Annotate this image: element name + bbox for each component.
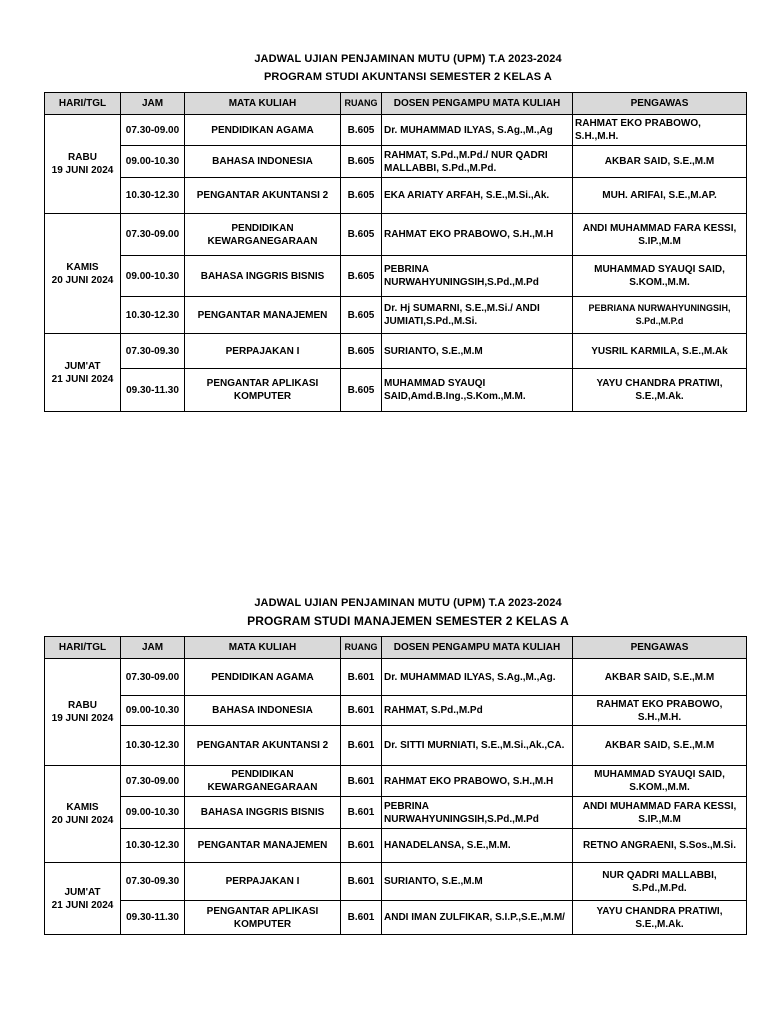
pengawas-cell: AKBAR SAID, S.E.,M.M bbox=[573, 726, 747, 766]
pengawas-cell: MUHAMMAD SYAUQI SAID, S.KOM.,M.M. bbox=[573, 766, 747, 797]
mata-kuliah-cell: PENGANTAR MANAJEMEN bbox=[185, 297, 341, 334]
dosen-cell: SURIANTO, S.E.,M.M bbox=[382, 863, 573, 901]
pengawas-cell: AKBAR SAID, S.E.,M.M bbox=[573, 659, 747, 696]
pengawas-cell: PEBRIANA NURWAHYUNINGSIH, S.Pd.,M.P.d bbox=[573, 297, 747, 334]
jam-cell: 10.30-12.30 bbox=[121, 726, 185, 766]
mata-kuliah-cell: BAHASA INGGRIS BISNIS bbox=[185, 797, 341, 829]
pengawas-cell: YAYU CHANDRA PRATIWI, S.E.,M.Ak. bbox=[573, 901, 747, 935]
table-row bbox=[45, 696, 747, 726]
table-row bbox=[45, 766, 747, 797]
title-line-2: PROGRAM STUDI AKUNTANSI SEMESTER 2 KELAS A bbox=[264, 71, 552, 83]
day-date: 19 JUNI 2024 bbox=[51, 165, 114, 176]
mata-kuliah-cell: PENGANTAR APLIKASI KOMPUTER bbox=[185, 369, 341, 412]
jam-cell: 10.30-12.30 bbox=[121, 178, 185, 214]
day-name: JUM'AT bbox=[64, 886, 101, 898]
schedule-title bbox=[70, 50, 746, 86]
pengawas-cell: ANDI MUHAMMAD FARA KESSI, S.IP.,M.M bbox=[573, 797, 747, 829]
schedule-table bbox=[44, 92, 747, 412]
ruang-cell: B.605 bbox=[341, 334, 382, 369]
jam-cell: 09.00-10.30 bbox=[121, 696, 185, 726]
mata-kuliah-cell: BAHASA INDONESIA bbox=[185, 696, 341, 726]
dosen-cell: EKA ARIATY ARFAH, S.E.,M.Si.,Ak. bbox=[382, 178, 573, 214]
schedule-akuntansi bbox=[44, 50, 746, 412]
day-name: KAMIS bbox=[66, 261, 99, 273]
day-cell bbox=[45, 659, 121, 766]
jam-cell: 10.30-12.30 bbox=[121, 829, 185, 863]
header-pengawas: PENGAWAS bbox=[573, 93, 747, 115]
table-row bbox=[45, 256, 747, 297]
mata-kuliah-cell: PENDIDIKAN AGAMA bbox=[185, 115, 341, 146]
day-name: RABU bbox=[68, 152, 97, 163]
ruang-cell: B.601 bbox=[341, 901, 382, 935]
ruang-cell: B.605 bbox=[341, 256, 382, 297]
pengawas-cell: ANDI MUHAMMAD FARA KESSI, S.IP.,M.M bbox=[573, 214, 747, 256]
day-cell bbox=[45, 334, 121, 412]
mata-kuliah-cell: BAHASA INDONESIA bbox=[185, 146, 341, 178]
table-row bbox=[45, 178, 747, 214]
day-date: 20 JUNI 2024 bbox=[51, 815, 114, 826]
mata-kuliah-cell: PERPAJAKAN I bbox=[185, 334, 341, 369]
dosen-cell: RAHMAT, S.Pd.,M.Pd./ NUR QADRI MALLABBI, S.Pd.,M.Pd. bbox=[382, 146, 573, 178]
mata-kuliah-cell: PENGANTAR APLIKASI KOMPUTER bbox=[185, 901, 341, 935]
day-name: RABU bbox=[68, 700, 97, 711]
header-jam: JAM bbox=[121, 637, 185, 659]
header-mata-kuliah: MATA KULIAH bbox=[185, 637, 341, 659]
mata-kuliah-cell: PERPAJAKAN I bbox=[185, 863, 341, 901]
ruang-cell: B.601 bbox=[341, 797, 382, 829]
table-header-row bbox=[45, 93, 747, 115]
jam-cell: 09.30-11.30 bbox=[121, 369, 185, 412]
pengawas-cell: MUHAMMAD SYAUQI SAID, S.KOM.,M.M. bbox=[573, 256, 747, 297]
header-jam: JAM bbox=[121, 93, 185, 115]
day-date: 20 JUNI 2024 bbox=[51, 274, 114, 286]
dosen-cell: HANADELANSA, S.E.,M.M. bbox=[382, 829, 573, 863]
mata-kuliah-cell: PENDIDIKAN AGAMA bbox=[185, 659, 341, 696]
day-date: 21 JUNI 2024 bbox=[51, 899, 114, 911]
dosen-cell: Dr. SITTI MURNIATI, S.E.,M.Si.,Ak.,CA. bbox=[382, 726, 573, 766]
ruang-cell: B.601 bbox=[341, 659, 382, 696]
day-cell bbox=[45, 863, 121, 935]
table-row bbox=[45, 334, 747, 369]
schedule-manajemen bbox=[44, 594, 746, 935]
ruang-cell: B.601 bbox=[341, 696, 382, 726]
pengawas-cell: AKBAR SAID, S.E.,M.M bbox=[573, 146, 747, 178]
ruang-cell: B.605 bbox=[341, 178, 382, 214]
dosen-cell: SURIANTO, S.E.,M.M bbox=[382, 334, 573, 369]
title-line-1: JADWAL UJIAN PENJAMINAN MUTU (UPM) T.A 2023-2024 bbox=[254, 53, 562, 65]
mata-kuliah-cell: BAHASA INGGRIS BISNIS bbox=[185, 256, 341, 297]
ruang-cell: B.605 bbox=[341, 369, 382, 412]
header-pengawas: PENGAWAS bbox=[573, 637, 747, 659]
ruang-cell: B.605 bbox=[341, 214, 382, 256]
pengawas-cell: NUR QADRI MALLABBI, S.Pd.,M.Pd. bbox=[573, 863, 747, 901]
jam-cell: 07.30-09.00 bbox=[121, 115, 185, 146]
pengawas-cell: RAHMAT EKO PRABOWO, S.H.,M.H. bbox=[573, 115, 747, 146]
table-row bbox=[45, 659, 747, 696]
header-dosen: DOSEN PENGAMPU MATA KULIAH bbox=[382, 637, 573, 659]
pengawas-cell: YAYU CHANDRA PRATIWI, S.E.,M.Ak. bbox=[573, 369, 747, 412]
schedule-title bbox=[70, 594, 746, 630]
jam-cell: 10.30-12.30 bbox=[121, 297, 185, 334]
ruang-cell: B.605 bbox=[341, 297, 382, 334]
day-date: 19 JUNI 2024 bbox=[51, 713, 114, 724]
dosen-cell: Dr. MUHAMMAD ILYAS, S.Ag.,M.,Ag. bbox=[382, 659, 573, 696]
table-row bbox=[45, 901, 747, 935]
table-row bbox=[45, 797, 747, 829]
ruang-cell: B.605 bbox=[341, 115, 382, 146]
header-hari-tgl: HARI/TGL bbox=[45, 637, 121, 659]
dosen-cell: PEBRINA NURWAHYUNINGSIH,S.Pd.,M.Pd bbox=[382, 797, 573, 829]
jam-cell: 09.00-10.30 bbox=[121, 256, 185, 297]
mata-kuliah-cell: PENDIDIKAN KEWARGANEGARAAN bbox=[185, 766, 341, 797]
ruang-cell: B.605 bbox=[341, 146, 382, 178]
jam-cell: 09.00-10.30 bbox=[121, 797, 185, 829]
mata-kuliah-cell: PENGANTAR AKUNTANSI 2 bbox=[185, 178, 341, 214]
table-header-row bbox=[45, 637, 747, 659]
dosen-cell: MUHAMMAD SYAUQI SAID,Amd.B.Ing.,S.Kom.,M.M. bbox=[382, 369, 573, 412]
table-row bbox=[45, 369, 747, 412]
jam-cell: 07.30-09.30 bbox=[121, 334, 185, 369]
day-cell bbox=[45, 115, 121, 214]
dosen-cell: ANDI IMAN ZULFIKAR, S.I.P.,S.E.,M.M/ bbox=[382, 901, 573, 935]
header-dosen: DOSEN PENGAMPU MATA KULIAH bbox=[382, 93, 573, 115]
day-name: KAMIS bbox=[66, 802, 99, 813]
day-date: 21 JUNI 2024 bbox=[51, 373, 114, 385]
header-ruang: RUANG bbox=[341, 93, 382, 115]
dosen-cell: RAHMAT EKO PRABOWO, S.H.,M.H bbox=[382, 214, 573, 256]
mata-kuliah-cell: PENDIDIKAN KEWARGANEGARAAN bbox=[185, 214, 341, 256]
header-hari-tgl: HARI/TGL bbox=[45, 93, 121, 115]
dosen-cell: RAHMAT EKO PRABOWO, S.H.,M.H bbox=[382, 766, 573, 797]
jam-cell: 09.30-11.30 bbox=[121, 901, 185, 935]
pengawas-cell: RAHMAT EKO PRABOWO, S.H.,M.H. bbox=[573, 696, 747, 726]
table-row bbox=[45, 214, 747, 256]
dosen-cell: Dr. MUHAMMAD ILYAS, S.Ag.,M.,Ag bbox=[382, 115, 573, 146]
header-ruang: RUANG bbox=[341, 637, 382, 659]
jam-cell: 07.30-09.00 bbox=[121, 659, 185, 696]
pengawas-cell: RETNO ANGRAENI, S.Sos.,M.Si. bbox=[573, 829, 747, 863]
ruang-cell: B.601 bbox=[341, 726, 382, 766]
pengawas-cell: MUH. ARIFAI, S.E.,M.AP. bbox=[573, 178, 747, 214]
pengawas-cell: YUSRIL KARMILA, S.E.,M.Ak bbox=[573, 334, 747, 369]
ruang-cell: B.601 bbox=[341, 829, 382, 863]
ruang-cell: B.601 bbox=[341, 863, 382, 901]
dosen-cell: Dr. Hj SUMARNI, S.E.,M.Si./ ANDI JUMIATI,S.Pd.,M.Si. bbox=[382, 297, 573, 334]
title-line-1: JADWAL UJIAN PENJAMINAN MUTU (UPM) T.A 2023-2024 bbox=[254, 597, 562, 609]
title-line-2: PROGRAM STUDI MANAJEMEN SEMESTER 2 KELAS A bbox=[247, 614, 569, 628]
day-cell bbox=[45, 766, 121, 863]
table-row bbox=[45, 829, 747, 863]
table-row bbox=[45, 146, 747, 178]
dosen-cell: RAHMAT, S.Pd.,M.Pd bbox=[382, 696, 573, 726]
table-row bbox=[45, 863, 747, 901]
schedule-table bbox=[44, 636, 747, 935]
jam-cell: 09.00-10.30 bbox=[121, 146, 185, 178]
day-cell bbox=[45, 214, 121, 334]
header-mata-kuliah: MATA KULIAH bbox=[185, 93, 341, 115]
table-row bbox=[45, 115, 747, 146]
jam-cell: 07.30-09.30 bbox=[121, 863, 185, 901]
jam-cell: 07.30-09.00 bbox=[121, 766, 185, 797]
jam-cell: 07.30-09.00 bbox=[121, 214, 185, 256]
table-row bbox=[45, 726, 747, 766]
table-row bbox=[45, 297, 747, 334]
mata-kuliah-cell: PENGANTAR AKUNTANSI 2 bbox=[185, 726, 341, 766]
dosen-cell: PEBRINA NURWAHYUNINGSIH,S.Pd.,M.Pd bbox=[382, 256, 573, 297]
ruang-cell: B.601 bbox=[341, 766, 382, 797]
mata-kuliah-cell: PENGANTAR MANAJEMEN bbox=[185, 829, 341, 863]
day-name: JUM'AT bbox=[64, 360, 101, 372]
